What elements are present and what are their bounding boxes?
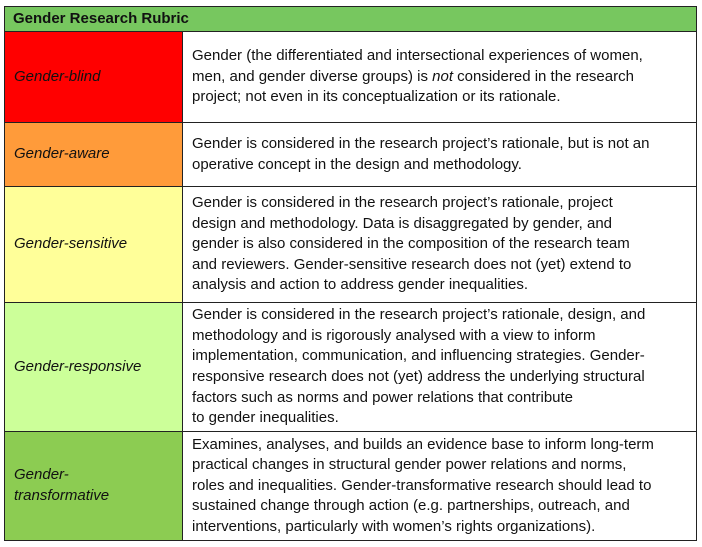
rubric-level-description — [183, 187, 697, 303]
text-segment: methodology and is rigorously analysed with a view to inform — [192, 326, 596, 344]
description-line — [192, 496, 688, 517]
description-line — [192, 275, 688, 296]
text-segment: Gender (the differentiated and intersectional experiences of women, — [192, 47, 643, 65]
description-line — [192, 517, 688, 538]
description-line — [192, 455, 688, 476]
text-segment: gender is also considered in the composition of the research team — [192, 235, 630, 253]
text-segment: Examines, analyses, and builds an evidence base to inform long-term — [192, 435, 654, 453]
description-line — [192, 214, 688, 235]
gender-research-rubric-table — [4, 6, 697, 541]
text-segment: interventions, particularly with women’s rights organizations). — [192, 517, 596, 535]
rubric-level-label — [5, 187, 183, 303]
rubric-level-description — [183, 303, 697, 432]
text-segment: sustained change through action (e.g. partnerships, outreach, and — [192, 497, 630, 515]
rubric-level-description — [183, 123, 697, 187]
description-line — [192, 255, 688, 276]
rubric-level-description — [183, 32, 697, 123]
emphasis-text: not — [432, 67, 453, 85]
level-label-line: Gender- — [14, 466, 69, 484]
rubric-row — [5, 432, 697, 541]
description-line — [192, 234, 688, 255]
rubric-level-label — [5, 32, 183, 123]
text-segment: to gender inequalities. — [192, 409, 339, 427]
description-line — [192, 155, 688, 176]
level-label-line: Gender-responsive — [14, 357, 142, 375]
description-line — [192, 193, 688, 214]
description-line — [192, 408, 688, 429]
rubric-level-label — [5, 303, 183, 432]
level-label-line: Gender-blind — [14, 67, 101, 85]
rubric-row — [5, 187, 697, 303]
text-segment: implementation, communication, and influencing strategies. Gender- — [192, 347, 645, 365]
text-segment: practical changes in structural gender power relations and norms, — [192, 456, 627, 474]
rubric-level-label — [5, 123, 183, 187]
text-segment: project; not even in its conceptualization or its rationale. — [192, 88, 561, 106]
text-segment: and reviewers. Gender-sensitive research does not (yet) extend to — [192, 255, 632, 273]
text-segment: operative concept in the design and methodology. — [192, 155, 522, 173]
description-line — [192, 87, 688, 108]
description-line — [192, 476, 688, 497]
description-line — [192, 346, 688, 367]
description-line — [192, 367, 688, 388]
rubric-row — [5, 123, 697, 187]
rubric-level-description — [183, 432, 697, 541]
text-segment: responsive research does not (yet) address the underlying structural — [192, 368, 645, 385]
description-line — [192, 46, 688, 67]
text-segment: men, and gender diverse groups) is — [192, 67, 433, 85]
description-line — [192, 326, 688, 347]
rubric-level-label — [5, 432, 183, 541]
rubric-row — [5, 303, 697, 432]
table-title: Gender Research Rubric — [5, 7, 697, 32]
text-segment: design and methodology. Data is disaggregated by gender, and — [192, 214, 613, 232]
text-segment: analysis and action to address gender inequalities. — [192, 276, 529, 294]
text-segment: roles and inequalities. Gender-transformative research should lead to — [192, 476, 652, 494]
description-line — [192, 67, 688, 88]
description-line — [192, 435, 688, 456]
level-label-line: Gender-aware — [14, 145, 110, 163]
header-row — [5, 7, 697, 32]
text-segment: factors such as norms and power relations that contribute — [192, 388, 574, 406]
description-line — [192, 388, 688, 409]
text-segment: Gender is considered in the research project’s rationale, project — [192, 194, 613, 212]
rubric-row — [5, 32, 697, 123]
description-line — [192, 134, 688, 155]
level-label-line: Gender-sensitive — [14, 235, 128, 253]
text-segment: Gender is considered in the research project’s rationale, design, and — [192, 306, 646, 324]
level-label-line: transformative — [14, 487, 110, 504]
text-segment: considered in the research — [453, 67, 634, 85]
text-segment: Gender is considered in the research project’s rationale, but is not an — [192, 134, 650, 152]
description-line — [192, 305, 688, 326]
